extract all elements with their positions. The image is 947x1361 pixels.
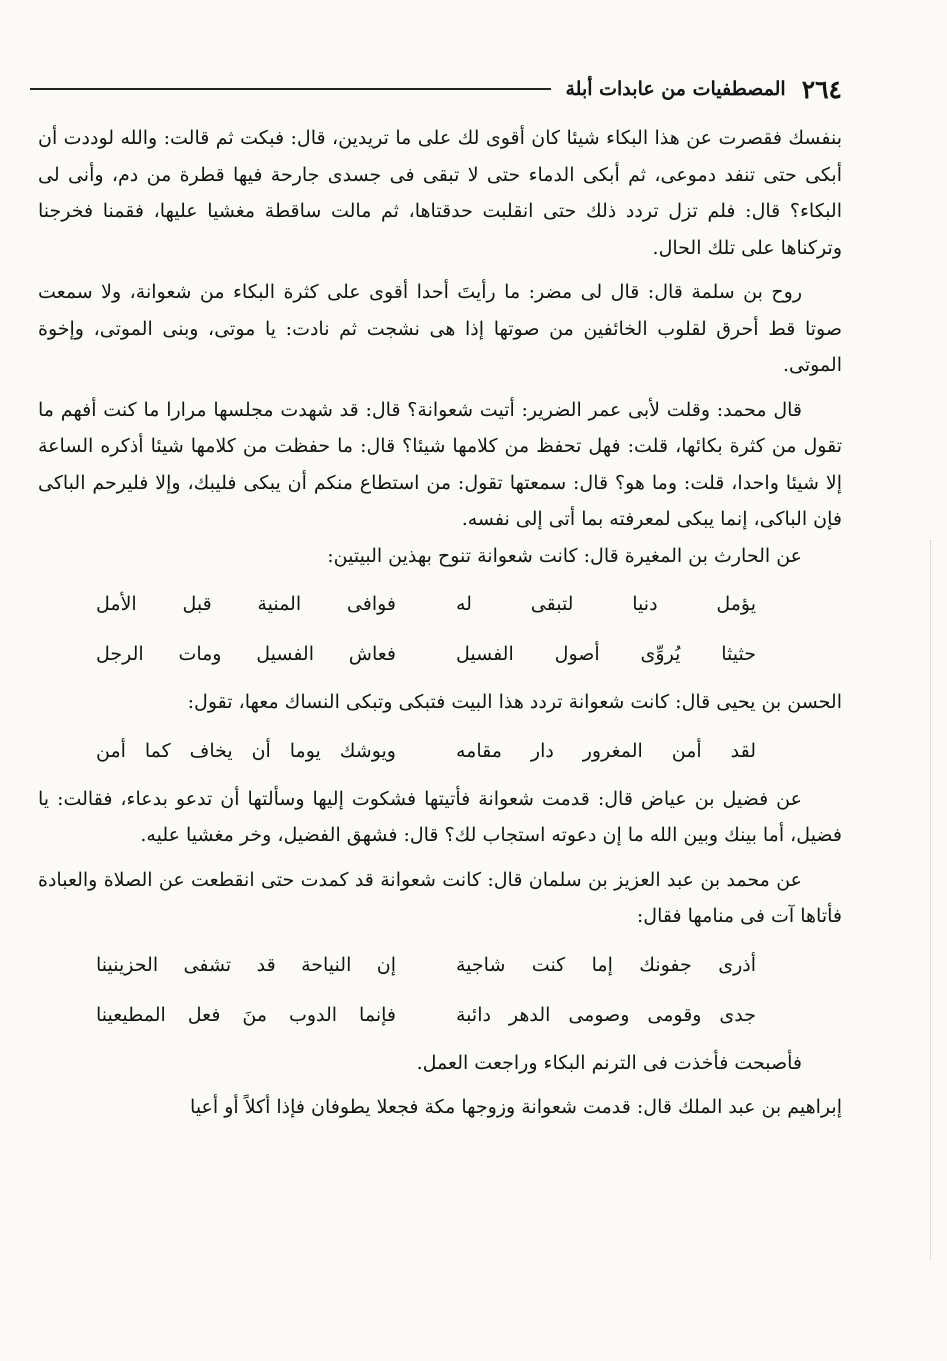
- verse-3-second-hemistich: ويوشك يوما أن يخاف كما أمن: [96, 739, 396, 762]
- paragraph-1: بنفسك فقصرت عن هذا البكاء شيئا كان أقوى لك على ما تريدين، قال: فبكت ثم قالت: والله لوددت أن أبكى حتى تنفد دموعى، ثم أبكى الدماء حتى لا تبقى فى جسدى جارحة فيها قطرة من دم، وأنى لى البكاء؟ قال: فلم تزل تردد ذلك حتى انقلبت حدقتاها، ثم مالت ساقطة مغشيا عليها، فقمنا فخرجنا وتركناها على تلك الحال.: [38, 127, 842, 259]
- verse-3-first-hemistich: لقد أمن المغرور دار مقامه: [456, 739, 756, 762]
- page-body: [38, 120, 842, 1126]
- scan-edge-mark: [928, 540, 931, 1260]
- paragraph-8: فأصبحت فأخذت فى الترنم البكاء وراجعت العمل.: [416, 1051, 802, 1074]
- verse-line-4: [38, 945, 842, 985]
- verse-1-first-hemistich: يؤمل دنيا لتبقى له: [456, 593, 756, 615]
- page-header: [30, 72, 842, 106]
- paragraph-5: الحسن بن يحيى قال: كانت شعوانة تردد هذا البيت فتبكى وتبكى النساك معها، تقول:: [187, 691, 842, 713]
- verse-5-first-hemistich: جدى وقومى وصومى الدهر دائبة: [456, 1003, 756, 1026]
- verse-line-5: [38, 995, 842, 1035]
- paragraph-9: إبراهيم بن عبد الملك قال: قدمت شعوانة وزوجها مكة فجعلا يطوفان فإذا أكلاً أو أعيا: [190, 1096, 842, 1118]
- verse-2-second-hemistich: فعاش الفسيل ومات الرجل: [96, 643, 396, 665]
- paragraph-2: روح بن سلمة قال: قال لى مضر: ما رأيتَ أحدا أقوى على كثرة البكاء من شعوانة، ولا سمعت صوتا قط أحرق لقلوب الخائفين من صوتها إذا هى نشجت ثم نادت: يا موتى، وبنى الموتى، وإخوة الموتى.: [38, 281, 842, 376]
- header-rule: [30, 88, 551, 90]
- running-title: المصطفيات من عابدات أبلة: [565, 78, 786, 100]
- paragraph-7: عن محمد بن عبد العزيز بن سلمان قال: كانت شعوانة قد كمدت حتى انقطعت عن الصلاة والعبادة فأتاها آت فى منامها فقال:: [38, 868, 842, 927]
- verse-line-2: [38, 634, 842, 674]
- verse-2-first-hemistich: حثيثا يُروِّى أصول الفسيل: [456, 643, 756, 665]
- page-number: ٢٦٤: [801, 74, 842, 104]
- verse-4-first-hemistich: أذرى جفونك إما كنت شاجية: [456, 953, 756, 976]
- verse-5-second-hemistich: فإنما الدوب منَ فعل المطيعينا: [96, 1003, 396, 1026]
- verse-line-1: [38, 584, 842, 624]
- paragraph-3: قال محمد: وقلت لأبى عمر الضرير: أتيت شعوانة؟ قال: قد شهدت مجلسها مرارا ما كنت أفهم ما تقول من كثرة بكائها، قلت: فهل تحفظ من كلامها شيئا؟ قال: ما حفظت من كلامها شيئا أذكره الساعة إلا شيئا واحدا، قلت: وما هو؟ قال: سمعتها تقول: من استطاع منكم أن يبكى فليبك، وإلا فليرحم الباكى فإن الباكى، إنما يبكى لمعرفته بما أتى إلى نفسه.: [38, 398, 842, 530]
- paragraph-6: عن فضيل بن عياض قال: قدمت شعوانة فأتيتها فشكوت إليها وسألتها أن تدعو بدعاء، فقالت: يا فضيل، أما بينك وبين الله ما إن دعوته استجاب لك؟ قال: فشهق الفضيل، وخر مغشيا عليه.: [38, 787, 842, 846]
- verse-line-3: [38, 731, 842, 771]
- paragraph-4: عن الحارث بن المغيرة قال: كانت شعوانة تنوح بهذين البيتين:: [327, 544, 802, 567]
- verse-4-second-hemistich: إن النياحة قد تشفى الحزينينا: [96, 953, 396, 976]
- verse-1-second-hemistich: فوافى المنية قبل الأمل: [96, 593, 396, 615]
